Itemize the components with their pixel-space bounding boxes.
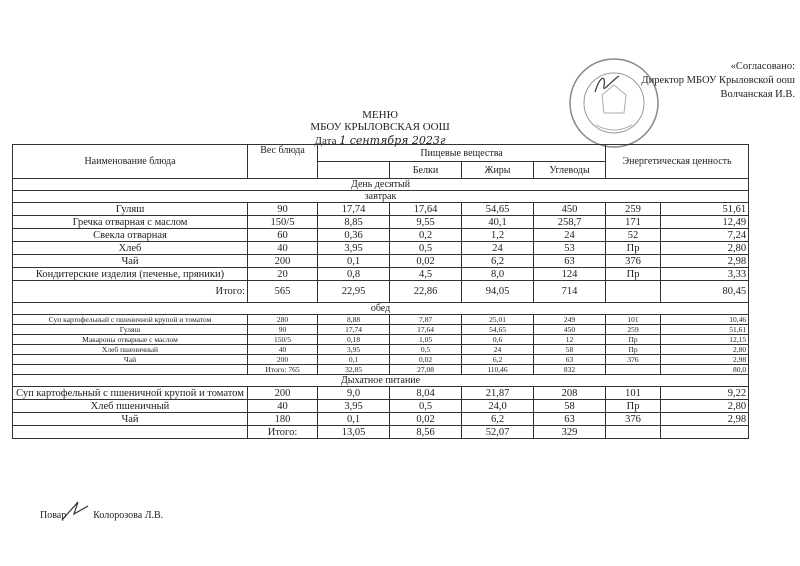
table-row <box>13 255 749 268</box>
cell-col-2: 3,95 <box>318 400 390 413</box>
header-weight: Вес блюда <box>248 145 318 179</box>
cook-label: Повар <box>40 510 67 521</box>
total-cell-1: 32,85 <box>318 365 390 375</box>
cell-col-3: 0,5 <box>390 400 462 413</box>
table-row <box>13 216 749 229</box>
cell-col-1: 180 <box>248 413 318 426</box>
date-value: 1 сентября 2023г <box>339 134 446 147</box>
total-cell-2: 27,08 <box>390 365 462 375</box>
total-spacer: Итого: <box>13 281 248 303</box>
cell-col-4: 54,65 <box>462 203 534 216</box>
date-label: Дата <box>314 135 337 147</box>
cell-col-2: 0,1 <box>318 355 390 365</box>
cell-col-4: 24,0 <box>462 400 534 413</box>
total-cell-4: 94,05 <box>462 281 534 303</box>
table-body <box>13 179 749 439</box>
cell-col-5: 124 <box>534 268 606 281</box>
cell-col-3: 0,5 <box>390 345 462 355</box>
cell-col-1: 150/5 <box>248 216 318 229</box>
cell-col-2: 0,18 <box>318 335 390 345</box>
cell-col-0: Чай <box>13 255 248 268</box>
cell-col-6: 259 <box>606 325 661 335</box>
cell-col-0: Гречка отварная с маслом <box>13 216 248 229</box>
cell-col-0: Хлеб пшеничный <box>13 400 248 413</box>
cell-col-7: 2,98 <box>661 355 749 365</box>
cell-col-4: 0,6 <box>462 335 534 345</box>
director-signature <box>592 70 622 98</box>
cell-col-7: 2,80 <box>661 400 749 413</box>
cell-col-1: 200 <box>248 387 318 400</box>
cell-col-0: Свекла отварная <box>13 229 248 242</box>
cell-col-0: Кондитерские изделия (печенье, пряники) <box>13 268 248 281</box>
cell-col-6: Пр <box>606 268 661 281</box>
cell-col-7: 12,15 <box>661 335 749 345</box>
cell-col-7: 51,61 <box>661 325 749 335</box>
cell-col-1: 280 <box>248 315 318 325</box>
cell-col-0: Чай <box>13 355 248 365</box>
cell-col-6: Пр <box>606 335 661 345</box>
cell-col-7: 2,98 <box>661 413 749 426</box>
cell-col-3: 0,02 <box>390 413 462 426</box>
cell-col-0: Гуляш <box>13 325 248 335</box>
cell-col-7: 2,80 <box>661 242 749 255</box>
cell-col-6: Пр <box>606 400 661 413</box>
cell-col-3: 0,02 <box>390 355 462 365</box>
table-row <box>13 203 749 216</box>
cell-col-2: 0,36 <box>318 229 390 242</box>
cell-col-3: 0,5 <box>390 242 462 255</box>
cell-col-2: 9,0 <box>318 387 390 400</box>
table-row <box>13 268 749 281</box>
cell-col-7: 2,80 <box>661 345 749 355</box>
cell-col-0: Гуляш <box>13 203 248 216</box>
school-name: МБОУ КРЫЛОВСКАЯ ООШ <box>310 121 450 133</box>
header-nutrients: Пищевые вещества <box>318 145 606 162</box>
cell-col-2: 17,74 <box>318 203 390 216</box>
cell-col-3: 8,04 <box>390 387 462 400</box>
cell-col-6: 171 <box>606 216 661 229</box>
cell-col-2: 8,88 <box>318 315 390 325</box>
extra-label-row-label: Дыхатное питание <box>13 375 749 387</box>
table-row <box>13 229 749 242</box>
approval-line-3: Волчанская И.В. <box>720 89 795 100</box>
day-row <box>13 179 749 191</box>
total-cell-6 <box>606 281 661 303</box>
cell-col-1: 40 <box>248 242 318 255</box>
cell-col-4: 21,87 <box>462 387 534 400</box>
breakfast-label-row <box>13 191 749 203</box>
total-spacer <box>13 426 248 439</box>
cell-col-1: 60 <box>248 229 318 242</box>
cell-col-4: 25,01 <box>462 315 534 325</box>
menu-table <box>12 144 749 439</box>
approval-line-1: «Согласовано: <box>730 61 795 72</box>
cell-col-7: 12,49 <box>661 216 749 229</box>
total-row <box>13 426 749 439</box>
cell-col-5: 24 <box>534 229 606 242</box>
cell-col-3: 17,64 <box>390 325 462 335</box>
total-cell-1: 565 <box>248 281 318 303</box>
cell-col-7: 7,24 <box>661 229 749 242</box>
cell-col-2: 3,95 <box>318 345 390 355</box>
cell-col-6: 259 <box>606 203 661 216</box>
total-row <box>13 281 749 303</box>
day-row-label: День десятый <box>13 179 749 191</box>
header-fats: Жиры <box>462 162 534 179</box>
table-row <box>13 315 749 325</box>
cell-col-5: 12 <box>534 335 606 345</box>
table-row <box>13 355 749 365</box>
cell-col-5: 58 <box>534 345 606 355</box>
cell-col-1: 40 <box>248 345 318 355</box>
total-spacer <box>13 365 248 375</box>
cell-col-0: Хлеб пшеничный <box>13 345 248 355</box>
cell-col-2: 0,1 <box>318 413 390 426</box>
header-dish-name: Наименование блюда <box>13 145 248 179</box>
cell-col-4: 6,2 <box>462 413 534 426</box>
cell-col-1: 150/5 <box>248 335 318 345</box>
cell-col-0: Чай <box>13 413 248 426</box>
table-row <box>13 387 749 400</box>
cell-col-0: Суп картофельный с пшеничной крупой и томатом <box>13 315 248 325</box>
cell-col-2: 0,8 <box>318 268 390 281</box>
total-cell-5 <box>606 365 661 375</box>
cell-col-4: 40,1 <box>462 216 534 229</box>
total-cell-0: Итого: 765 <box>248 365 318 375</box>
total-cell-3: 52,07 <box>462 426 534 439</box>
total-cell-2: 22,95 <box>318 281 390 303</box>
cell-col-7: 3,33 <box>661 268 749 281</box>
cell-col-7: 10,46 <box>661 315 749 325</box>
cell-col-4: 24 <box>462 345 534 355</box>
cell-col-4: 1,2 <box>462 229 534 242</box>
header-energy: Энергетическая ценность <box>606 145 749 179</box>
cell-col-7: 51,61 <box>661 203 749 216</box>
cell-col-4: 6,2 <box>462 255 534 268</box>
cell-col-5: 63 <box>534 355 606 365</box>
cell-col-3: 4,5 <box>390 268 462 281</box>
cell-col-3: 9,55 <box>390 216 462 229</box>
cell-col-4: 54,65 <box>462 325 534 335</box>
cell-col-2: 3,95 <box>318 242 390 255</box>
table-row <box>13 335 749 345</box>
cell-col-6: 376 <box>606 255 661 268</box>
cell-col-3: 1,05 <box>390 335 462 345</box>
cell-col-6: 376 <box>606 413 661 426</box>
cell-col-1: 20 <box>248 268 318 281</box>
total-row <box>13 365 749 375</box>
cell-col-5: 63 <box>534 413 606 426</box>
table-row <box>13 242 749 255</box>
header-proteins: Белки <box>390 162 462 179</box>
cell-col-3: 17,64 <box>390 203 462 216</box>
table-row <box>13 325 749 335</box>
total-cell-3: 22,86 <box>390 281 462 303</box>
total-cell-6: 80,0 <box>661 365 749 375</box>
cell-col-3: 7,87 <box>390 315 462 325</box>
menu-title: МЕНЮ <box>362 109 398 121</box>
cell-col-6: 376 <box>606 355 661 365</box>
cell-col-6: 101 <box>606 387 661 400</box>
cell-col-2: 8,85 <box>318 216 390 229</box>
cell-col-3: 0,2 <box>390 229 462 242</box>
header-empty <box>318 162 390 179</box>
cell-col-4: 8,0 <box>462 268 534 281</box>
cell-col-6: Пр <box>606 242 661 255</box>
cell-col-7: 9,22 <box>661 387 749 400</box>
lunch-label-row-label: обед <box>13 303 749 315</box>
cell-col-5: 450 <box>534 325 606 335</box>
cell-col-6: 52 <box>606 229 661 242</box>
extra-label-row <box>13 375 749 387</box>
cell-col-1: 200 <box>248 355 318 365</box>
cell-col-3: 0,02 <box>390 255 462 268</box>
cell-col-2: 17,74 <box>318 325 390 335</box>
cell-col-5: 53 <box>534 242 606 255</box>
total-cell-1: 13,05 <box>318 426 390 439</box>
total-cell-4: 832 <box>534 365 606 375</box>
cook-signature-line <box>40 510 163 521</box>
total-cell-5: 714 <box>534 281 606 303</box>
cell-col-0: Макароны отварные с маслом <box>13 335 248 345</box>
cell-col-5: 450 <box>534 203 606 216</box>
header-carbs: Углеводы <box>534 162 606 179</box>
cell-col-5: 249 <box>534 315 606 325</box>
breakfast-label-row-label: завтрак <box>13 191 749 203</box>
cell-col-5: 58 <box>534 400 606 413</box>
cell-col-2: 0,1 <box>318 255 390 268</box>
total-cell-0: Итого: <box>248 426 318 439</box>
cell-col-1: 40 <box>248 400 318 413</box>
total-cell-2: 8,56 <box>390 426 462 439</box>
table-row <box>13 400 749 413</box>
cell-col-4: 6,2 <box>462 355 534 365</box>
cell-col-1: 200 <box>248 255 318 268</box>
lunch-label-row <box>13 303 749 315</box>
total-cell-5 <box>606 426 661 439</box>
total-cell-4: 329 <box>534 426 606 439</box>
cell-col-6: Пр <box>606 345 661 355</box>
cell-col-7: 2,98 <box>661 255 749 268</box>
cell-col-0: Хлеб <box>13 242 248 255</box>
total-cell-6 <box>661 426 749 439</box>
cell-col-0: Суп картофельный с пшеничной крупой и томатом <box>13 387 248 400</box>
cell-col-5: 63 <box>534 255 606 268</box>
cell-col-1: 90 <box>248 203 318 216</box>
cell-col-5: 258,7 <box>534 216 606 229</box>
table-row <box>13 413 749 426</box>
table-header-row <box>13 145 749 162</box>
cook-name: Колорозова Л.В. <box>93 510 164 521</box>
cell-col-5: 208 <box>534 387 606 400</box>
table-row <box>13 345 749 355</box>
cell-col-6: 101 <box>606 315 661 325</box>
cell-col-4: 24 <box>462 242 534 255</box>
total-cell-7: 80,45 <box>661 281 749 303</box>
total-cell-3: 110,46 <box>462 365 534 375</box>
cell-col-1: 90 <box>248 325 318 335</box>
approval-line-2: Директор МБОУ Крыловской оош <box>641 75 795 86</box>
